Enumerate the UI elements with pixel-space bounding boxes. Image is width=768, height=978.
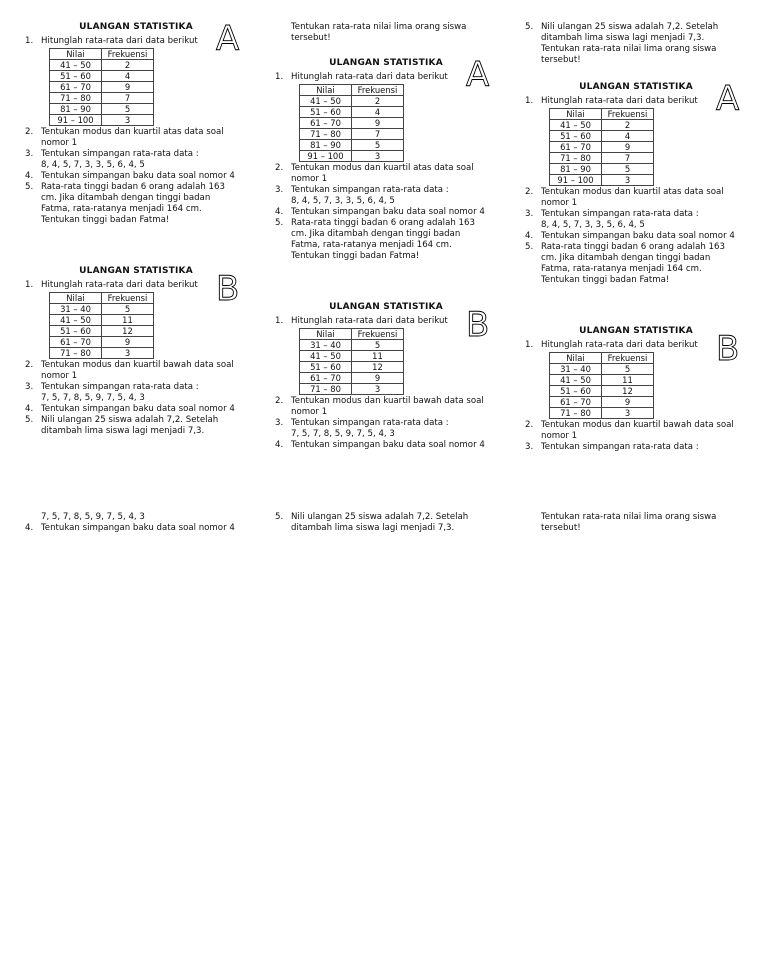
question-number: 2. bbox=[275, 396, 284, 406]
table-row bbox=[300, 362, 404, 373]
question-number: 4. bbox=[525, 231, 534, 241]
table-cell: 4 bbox=[602, 131, 654, 142]
table-cell: 71 – 80 bbox=[300, 129, 352, 140]
version-letter: B bbox=[216, 269, 240, 304]
table-row bbox=[300, 351, 404, 362]
table-row bbox=[550, 175, 654, 186]
question-3-data: 7, 5, 7, 8, 5, 9, 7, 5, 4, 3 bbox=[41, 393, 145, 403]
question-text: Tentukan modus dan kuartil bawah data soal nomor 1 bbox=[291, 396, 484, 417]
table-row bbox=[300, 151, 404, 162]
table-cell: 2 bbox=[352, 96, 404, 107]
question-2 bbox=[275, 163, 497, 185]
table-cell: 3 bbox=[352, 151, 404, 162]
question-3-data: 8, 4, 5, 7, 3, 3, 5, 6, 4, 5 bbox=[541, 220, 645, 230]
table-row bbox=[550, 164, 654, 175]
question-2 bbox=[525, 187, 747, 209]
question-3 bbox=[525, 442, 747, 453]
version-letter: B bbox=[716, 329, 740, 364]
table-cell: 51 – 60 bbox=[50, 326, 102, 337]
question-3 bbox=[275, 418, 497, 429]
question-3-data: 7, 5, 7, 8, 5, 9, 7, 5, 4, 3 bbox=[291, 429, 395, 439]
table-row bbox=[50, 315, 154, 326]
question-3 bbox=[25, 149, 247, 160]
table-cell: 31 – 40 bbox=[550, 364, 602, 375]
question-number: 2. bbox=[275, 163, 284, 173]
table-cell: 31 – 40 bbox=[50, 304, 102, 315]
question-number: 1. bbox=[525, 96, 534, 106]
table-row bbox=[50, 115, 154, 126]
col3-bottom-fragment bbox=[541, 512, 747, 534]
question-number: 3. bbox=[525, 209, 534, 219]
table-cell: 61 – 70 bbox=[50, 82, 102, 93]
table-header-cell: Nilai bbox=[550, 353, 602, 364]
question-3-data: 7, 5, 7, 8, 5, 9, 7, 5, 4, 3 bbox=[41, 512, 145, 522]
table-header-cell: Nilai bbox=[550, 109, 602, 120]
table-row bbox=[300, 140, 404, 151]
table-header-row bbox=[300, 329, 404, 340]
table-cell: 41 – 50 bbox=[550, 375, 602, 386]
question-number: 4. bbox=[275, 207, 284, 217]
question-text: Tentukan simpangan rata-rata data : bbox=[291, 418, 449, 428]
table-header-cell: Nilai bbox=[50, 293, 102, 304]
table-cell: 71 – 80 bbox=[50, 93, 102, 104]
question-number: 5. bbox=[525, 242, 534, 252]
table-cell: 11 bbox=[352, 351, 404, 362]
table-cell: 5 bbox=[102, 304, 154, 315]
question-number: 3. bbox=[25, 149, 34, 159]
table-header-row bbox=[300, 85, 404, 96]
table-row bbox=[300, 129, 404, 140]
table-cell: 3 bbox=[102, 348, 154, 359]
question-3 bbox=[25, 382, 247, 393]
table-cell: 81 – 90 bbox=[50, 104, 102, 115]
col3-top-fragment bbox=[525, 22, 747, 66]
question-text: Tentukan simpangan rata-rata data : bbox=[541, 209, 699, 219]
table-cell: 51 – 60 bbox=[300, 362, 352, 373]
question-text: Tentukan modus dan kuartil atas data soal nomor 1 bbox=[41, 127, 224, 148]
question-text: Tentukan simpangan baku data soal nomor 4 bbox=[41, 404, 235, 414]
table-cell: 9 bbox=[602, 142, 654, 153]
question-2 bbox=[525, 420, 747, 442]
question-text: Hitunglah rata-rata dari data berikut bbox=[41, 36, 198, 46]
table-row bbox=[550, 375, 654, 386]
question-4 bbox=[275, 207, 497, 218]
version-b-letter-icon bbox=[714, 328, 744, 364]
table-cell: 71 – 80 bbox=[300, 384, 352, 395]
table-cell: 3 bbox=[602, 408, 654, 419]
question-5-tail: Tentukan rata-rata nilai lima orang siswa tersebut! bbox=[541, 512, 717, 533]
table-row bbox=[50, 348, 154, 359]
table-row bbox=[550, 397, 654, 408]
table-cell: 51 – 60 bbox=[550, 386, 602, 397]
table-cell: 71 – 80 bbox=[550, 153, 602, 164]
table-row bbox=[300, 118, 404, 129]
table-header-cell: Frekuensi bbox=[352, 329, 404, 340]
table-cell: 81 – 90 bbox=[300, 140, 352, 151]
exam-title: ULANGAN STATISTIKA bbox=[329, 58, 443, 68]
question-text: Nili ulangan 25 siswa adalah 7,2. Setelah ditambah lima siswa lagi menjadi 7,3. bbox=[291, 512, 469, 533]
question-text: Tentukan simpangan baku data soal nomor 4 bbox=[41, 523, 235, 533]
question-text: Hitunglah rata-rata dari data berikut bbox=[291, 316, 448, 326]
table-cell: 9 bbox=[602, 397, 654, 408]
question-5 bbox=[275, 218, 497, 262]
table-row bbox=[550, 153, 654, 164]
col2-top-fragment bbox=[291, 22, 487, 44]
table-cell: 2 bbox=[102, 60, 154, 71]
question-number: 5. bbox=[525, 22, 534, 32]
table-cell: 41 – 50 bbox=[50, 60, 102, 71]
question-text: Nili ulangan 25 siswa adalah 7,2. Setelah ditambah lima siswa lagi menjadi 7,3. Tentukan rata-rata nilai lima orang siswa tersebut! bbox=[541, 22, 719, 65]
frequency-table bbox=[299, 84, 404, 162]
table-cell: 51 – 60 bbox=[300, 107, 352, 118]
table-header-cell: Nilai bbox=[50, 49, 102, 60]
table-row bbox=[300, 384, 404, 395]
table-cell: 7 bbox=[352, 129, 404, 140]
table-cell: 7 bbox=[102, 93, 154, 104]
table-header-row bbox=[550, 109, 654, 120]
question-3-data: 8, 4, 5, 7, 3, 3, 5, 6, 4, 5 bbox=[291, 196, 395, 206]
question-number: 3. bbox=[525, 442, 534, 452]
table-cell: 11 bbox=[602, 375, 654, 386]
question-text: Nili ulangan 25 siswa adalah 7,2. Setelah ditambah lima siswa lagi menjadi 7,3. bbox=[41, 415, 219, 436]
version-letter: A bbox=[466, 55, 490, 90]
version-letter: A bbox=[716, 79, 740, 114]
question-4 bbox=[25, 171, 247, 182]
question-3 bbox=[275, 185, 497, 196]
question-text: Tentukan simpangan baku data soal nomor 4 bbox=[541, 231, 735, 241]
table-cell: 71 – 80 bbox=[550, 408, 602, 419]
table-row bbox=[550, 131, 654, 142]
question-4 bbox=[25, 523, 247, 534]
version-a-letter-icon bbox=[464, 54, 494, 90]
question-number: 2. bbox=[25, 360, 34, 370]
table-cell: 2 bbox=[602, 120, 654, 131]
table-cell: 12 bbox=[102, 326, 154, 337]
table-row bbox=[550, 142, 654, 153]
question-number: 1. bbox=[525, 340, 534, 350]
question-number: 4. bbox=[25, 523, 34, 533]
question-number: 5. bbox=[275, 218, 284, 228]
question-number: 1. bbox=[275, 72, 284, 82]
version-a-letter-icon bbox=[714, 78, 744, 114]
question-number: 2. bbox=[25, 127, 34, 137]
question-text: Tentukan modus dan kuartil atas data soal nomor 1 bbox=[291, 163, 474, 184]
question-number: 1. bbox=[275, 316, 284, 326]
question-text: Hitunglah rata-rata dari data berikut bbox=[541, 340, 698, 350]
table-cell: 4 bbox=[102, 71, 154, 82]
table-cell: 61 – 70 bbox=[300, 118, 352, 129]
frequency-table bbox=[299, 328, 404, 395]
table-cell: 5 bbox=[602, 364, 654, 375]
table-cell: 61 – 70 bbox=[550, 397, 602, 408]
table-header-row bbox=[50, 49, 154, 60]
table-header-cell: Frekuensi bbox=[352, 85, 404, 96]
question-text: Tentukan simpangan baku data soal nomor 4 bbox=[41, 171, 235, 181]
table-cell: 12 bbox=[602, 386, 654, 397]
table-header-cell: Nilai bbox=[300, 329, 352, 340]
question-number: 1. bbox=[25, 36, 34, 46]
question-5-tail: Tentukan rata-rata nilai lima orang siswa tersebut! bbox=[291, 22, 467, 43]
table-cell: 5 bbox=[352, 140, 404, 151]
table-row bbox=[50, 304, 154, 315]
frequency-table bbox=[549, 352, 654, 419]
table-header-cell: Frekuensi bbox=[602, 353, 654, 364]
question-text: Tentukan modus dan kuartil bawah data soal nomor 1 bbox=[541, 420, 734, 441]
table-cell: 5 bbox=[602, 164, 654, 175]
table-cell: 71 – 80 bbox=[50, 348, 102, 359]
table-cell: 12 bbox=[352, 362, 404, 373]
exam-title: ULANGAN STATISTIKA bbox=[579, 326, 693, 336]
table-header-cell: Frekuensi bbox=[602, 109, 654, 120]
exam-title: ULANGAN STATISTIKA bbox=[579, 82, 693, 92]
version-letter: B bbox=[466, 305, 490, 340]
question-number: 5. bbox=[25, 182, 34, 192]
question-5 bbox=[25, 415, 247, 437]
table-row bbox=[300, 373, 404, 384]
question-2 bbox=[275, 396, 497, 418]
table-cell: 91 – 100 bbox=[50, 115, 102, 126]
table-cell: 51 – 60 bbox=[550, 131, 602, 142]
table-row bbox=[50, 104, 154, 115]
table-cell: 9 bbox=[352, 118, 404, 129]
table-cell: 91 – 100 bbox=[300, 151, 352, 162]
table-cell: 31 – 40 bbox=[300, 340, 352, 351]
table-cell: 9 bbox=[352, 373, 404, 384]
table-header-cell: Nilai bbox=[300, 85, 352, 96]
table-row bbox=[50, 82, 154, 93]
question-3-data: 8, 4, 5, 7, 3, 3, 5, 6, 4, 5 bbox=[41, 160, 145, 170]
question-text: Tentukan simpangan baku data soal nomor 4 bbox=[291, 207, 485, 217]
question-text: Tentukan modus dan kuartil bawah data soal nomor 1 bbox=[41, 360, 234, 381]
table-cell: 61 – 70 bbox=[300, 373, 352, 384]
question-5 bbox=[525, 22, 747, 66]
question-text: Hitunglah rata-rata dari data berikut bbox=[291, 72, 448, 82]
exam-title: ULANGAN STATISTIKA bbox=[329, 302, 443, 312]
version-a-letter-icon bbox=[214, 18, 244, 54]
question-text: Rata-rata tinggi badan 6 orang adalah 163 cm. Jika ditambah dengan tinggi badan Fatma, rata-ratanya menjadi 164 cm. Tentukan tinggi badan Fatma! bbox=[41, 182, 225, 225]
question-text: Tentukan simpangan rata-rata data : bbox=[41, 149, 199, 159]
table-row bbox=[300, 340, 404, 351]
question-text: Hitunglah rata-rata dari data berikut bbox=[541, 96, 698, 106]
table-cell: 5 bbox=[102, 104, 154, 115]
frequency-table bbox=[49, 48, 154, 126]
table-row bbox=[50, 71, 154, 82]
table-row bbox=[50, 93, 154, 104]
col1-bottom-fragment bbox=[25, 512, 247, 534]
table-row bbox=[550, 364, 654, 375]
table-cell: 51 – 60 bbox=[50, 71, 102, 82]
table-cell: 7 bbox=[602, 153, 654, 164]
table-row bbox=[50, 337, 154, 348]
table-header-row bbox=[50, 293, 154, 304]
table-cell: 5 bbox=[352, 340, 404, 351]
frequency-table bbox=[49, 292, 154, 359]
frequency-table bbox=[549, 108, 654, 186]
question-number: 1. bbox=[25, 280, 34, 290]
table-row bbox=[300, 96, 404, 107]
table-cell: 41 – 50 bbox=[550, 120, 602, 131]
version-letter: A bbox=[216, 19, 240, 54]
question-text: Tentukan modus dan kuartil atas data soal nomor 1 bbox=[541, 187, 724, 208]
question-5 bbox=[275, 512, 497, 534]
question-2 bbox=[25, 360, 247, 382]
table-cell: 91 – 100 bbox=[550, 175, 602, 186]
version-b-letter-icon bbox=[464, 304, 494, 340]
question-number: 3. bbox=[275, 418, 284, 428]
col2-bottom-fragment bbox=[275, 512, 497, 534]
table-cell: 4 bbox=[352, 107, 404, 118]
table-cell: 61 – 70 bbox=[50, 337, 102, 348]
table-cell: 9 bbox=[102, 82, 154, 93]
version-b-letter-icon bbox=[214, 268, 244, 304]
question-number: 4. bbox=[25, 404, 34, 414]
table-cell: 3 bbox=[602, 175, 654, 186]
table-row bbox=[550, 386, 654, 397]
question-text: Tentukan simpangan rata-rata data : bbox=[41, 382, 199, 392]
question-text: Rata-rata tinggi badan 6 orang adalah 163 cm. Jika ditambah dengan tinggi badan Fatma, rata-ratanya menjadi 164 cm. Tentukan tinggi badan Fatma! bbox=[291, 218, 475, 261]
question-4 bbox=[25, 404, 247, 415]
question-number: 5. bbox=[275, 512, 284, 522]
exam-title: ULANGAN STATISTIKA bbox=[79, 266, 193, 276]
question-2 bbox=[25, 127, 247, 149]
table-cell: 41 – 50 bbox=[300, 96, 352, 107]
table-cell: 41 – 50 bbox=[50, 315, 102, 326]
question-text: Rata-rata tinggi badan 6 orang adalah 163 cm. Jika ditambah dengan tinggi badan Fatma, rata-ratanya menjadi 164 cm. Tentukan tinggi badan Fatma! bbox=[541, 242, 725, 285]
question-3 bbox=[525, 209, 747, 220]
table-row bbox=[550, 408, 654, 419]
table-header-cell: Frekuensi bbox=[102, 293, 154, 304]
question-number: 5. bbox=[25, 415, 34, 425]
exam-title: ULANGAN STATISTIKA bbox=[79, 22, 193, 32]
question-number: 4. bbox=[275, 440, 284, 450]
question-4 bbox=[525, 231, 747, 242]
question-number: 2. bbox=[525, 420, 534, 430]
table-row bbox=[50, 326, 154, 337]
question-4 bbox=[275, 440, 497, 451]
table-header-row bbox=[550, 353, 654, 364]
table-header-cell: Frekuensi bbox=[102, 49, 154, 60]
question-text: Hitunglah rata-rata dari data berikut bbox=[41, 280, 198, 290]
question-number: 2. bbox=[525, 187, 534, 197]
table-cell: 3 bbox=[102, 115, 154, 126]
table-cell: 3 bbox=[352, 384, 404, 395]
question-5 bbox=[525, 242, 747, 286]
table-row bbox=[550, 120, 654, 131]
table-row bbox=[50, 60, 154, 71]
table-row bbox=[300, 107, 404, 118]
table-cell: 81 – 90 bbox=[550, 164, 602, 175]
question-number: 4. bbox=[25, 171, 34, 181]
table-cell: 9 bbox=[102, 337, 154, 348]
question-text: Tentukan simpangan rata-rata data : bbox=[291, 185, 449, 195]
table-cell: 41 – 50 bbox=[300, 351, 352, 362]
question-5 bbox=[25, 182, 247, 226]
table-cell: 11 bbox=[102, 315, 154, 326]
table-cell: 61 – 70 bbox=[550, 142, 602, 153]
question-number: 3. bbox=[25, 382, 34, 392]
question-text: Tentukan simpangan baku data soal nomor 4 bbox=[291, 440, 485, 450]
question-number: 3. bbox=[275, 185, 284, 195]
question-text: Tentukan simpangan rata-rata data : bbox=[541, 442, 699, 452]
